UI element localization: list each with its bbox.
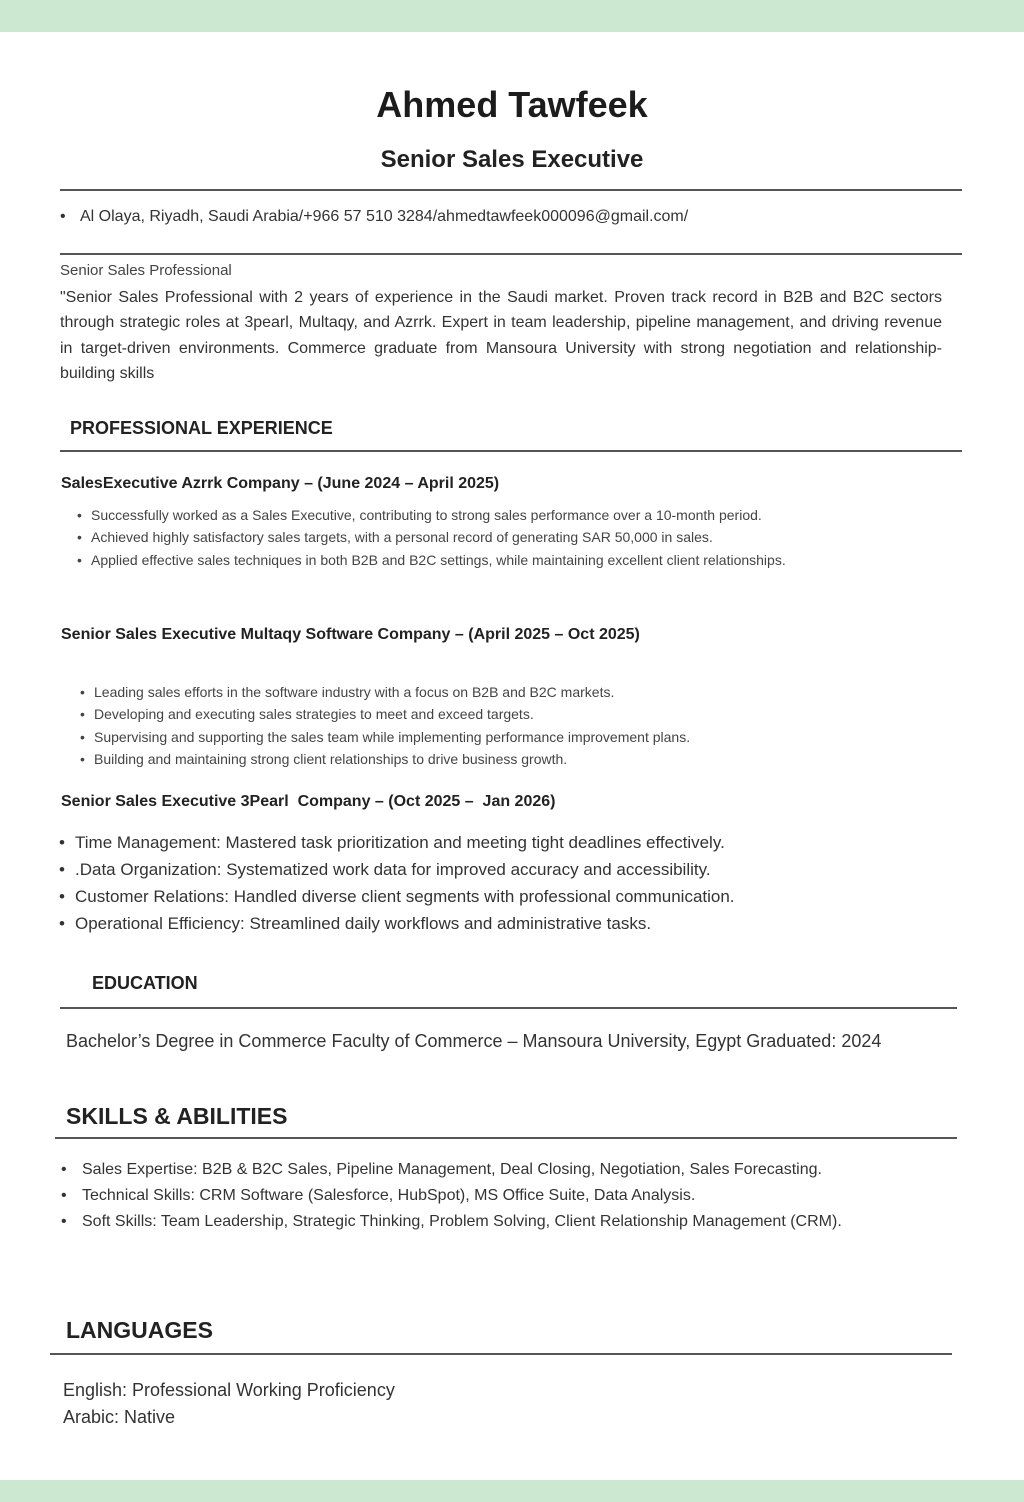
experience-heading: PROFESSIONAL EXPERIENCE — [70, 418, 333, 438]
list-item: • Building and maintaining strong client relationships to drive business growth. — [81, 748, 821, 770]
skills-heading: SKILLS & ABILITIES — [66, 1103, 288, 1129]
divider — [60, 1007, 957, 1009]
list-item: • Sales Expertise: B2B & B2C Sales, Pipeline Management, Deal Closing, Negotiation, Sales Forecasting. — [61, 1157, 911, 1183]
list-item: • Leading sales efforts in the software industry with a focus on B2B and B2C markets. — [81, 681, 821, 703]
divider — [50, 1353, 952, 1355]
summary-label: Senior Sales Professional — [60, 262, 232, 279]
divider — [60, 189, 962, 191]
job-bullets — [81, 681, 821, 770]
education-heading: EDUCATION — [92, 973, 198, 993]
list-item: • .Data Organization: Systematized work data for improved accuracy and accessibility. — [60, 856, 880, 883]
languages-heading: LANGUAGES — [66, 1317, 213, 1343]
job-title: Senior Sales Executive Multaqy Software Company – (April 2025 – Oct 2025) — [61, 626, 640, 643]
list-item: • Supervising and supporting the sales team while implementing performance improvement plans. — [81, 726, 821, 748]
list-item: • Soft Skills: Team Leadership, Strategic Thinking, Problem Solving, Client Relationship Management (CRM). — [61, 1209, 911, 1235]
job-title: SalesExecutive Azrrk Company – (June 2024 – April 2025) — [61, 475, 500, 492]
list-item: • Customer Relations: Handled diverse client segments with professional communication. — [60, 883, 880, 910]
list-item: • Applied effective sales techniques in both B2B and B2C settings, while maintaining excellent client relationships. — [78, 549, 808, 571]
list-item: • Developing and executing sales strategies to meet and exceed targets. — [81, 703, 821, 725]
skills-list — [61, 1157, 911, 1235]
contact-line: • Al Olaya, Riyadh, Saudi Arabia/+966 57 510 3284/ahmedtawfeek000096@gmail.com/ — [60, 208, 688, 226]
bottom-band — [0, 1480, 1024, 1502]
list-item: • Successfully worked as a Sales Executive, contributing to strong sales performance over a 10-month period. — [78, 504, 808, 526]
language-english: English: Professional Working Proficiency — [63, 1380, 395, 1400]
education-text: Bachelor’s Degree in Commerce Faculty of Commerce – Mansoura University, Egypt Graduated: 2024 — [66, 1031, 882, 1051]
top-band — [0, 0, 1024, 32]
list-item: • Operational Efficiency: Streamlined daily workflows and administrative tasks. — [60, 910, 880, 937]
job-bullets — [60, 829, 880, 937]
divider — [60, 450, 962, 452]
contact-info — [60, 208, 688, 226]
list-item: • Achieved highly satisfactory sales targets, with a personal record of generating SAR 50,000 in sales. — [78, 526, 808, 548]
job-bullets — [78, 504, 808, 571]
job-title: Senior Sales Executive 3Pearl Company – (Oct 2025 – Jan 2026) — [61, 793, 556, 810]
list-item: • Technical Skills: CRM Software (Salesforce, HubSpot), MS Office Suite, Data Analysis. — [61, 1183, 911, 1209]
candidate-name: Ahmed Tawfeek — [376, 84, 648, 125]
list-item: • Time Management: Mastered task prioritization and meeting tight deadlines effectively. — [60, 829, 880, 856]
candidate-title: Senior Sales Executive — [380, 146, 644, 173]
divider — [55, 1137, 957, 1139]
language-arabic: Arabic: Native — [63, 1407, 176, 1427]
summary-text: "Senior Sales Professional with 2 years of experience in the Saudi market. Proven track record in B2B and B2C sectors through strategic roles at 3pearl, Multaqy, and Azrrk. Expert in team leadership, pipeline management, and driving revenue in target-driven environments. Commerce graduate from Mansoura University with strong negotiation and relationship-building skills — [60, 289, 942, 382]
divider — [60, 253, 962, 255]
